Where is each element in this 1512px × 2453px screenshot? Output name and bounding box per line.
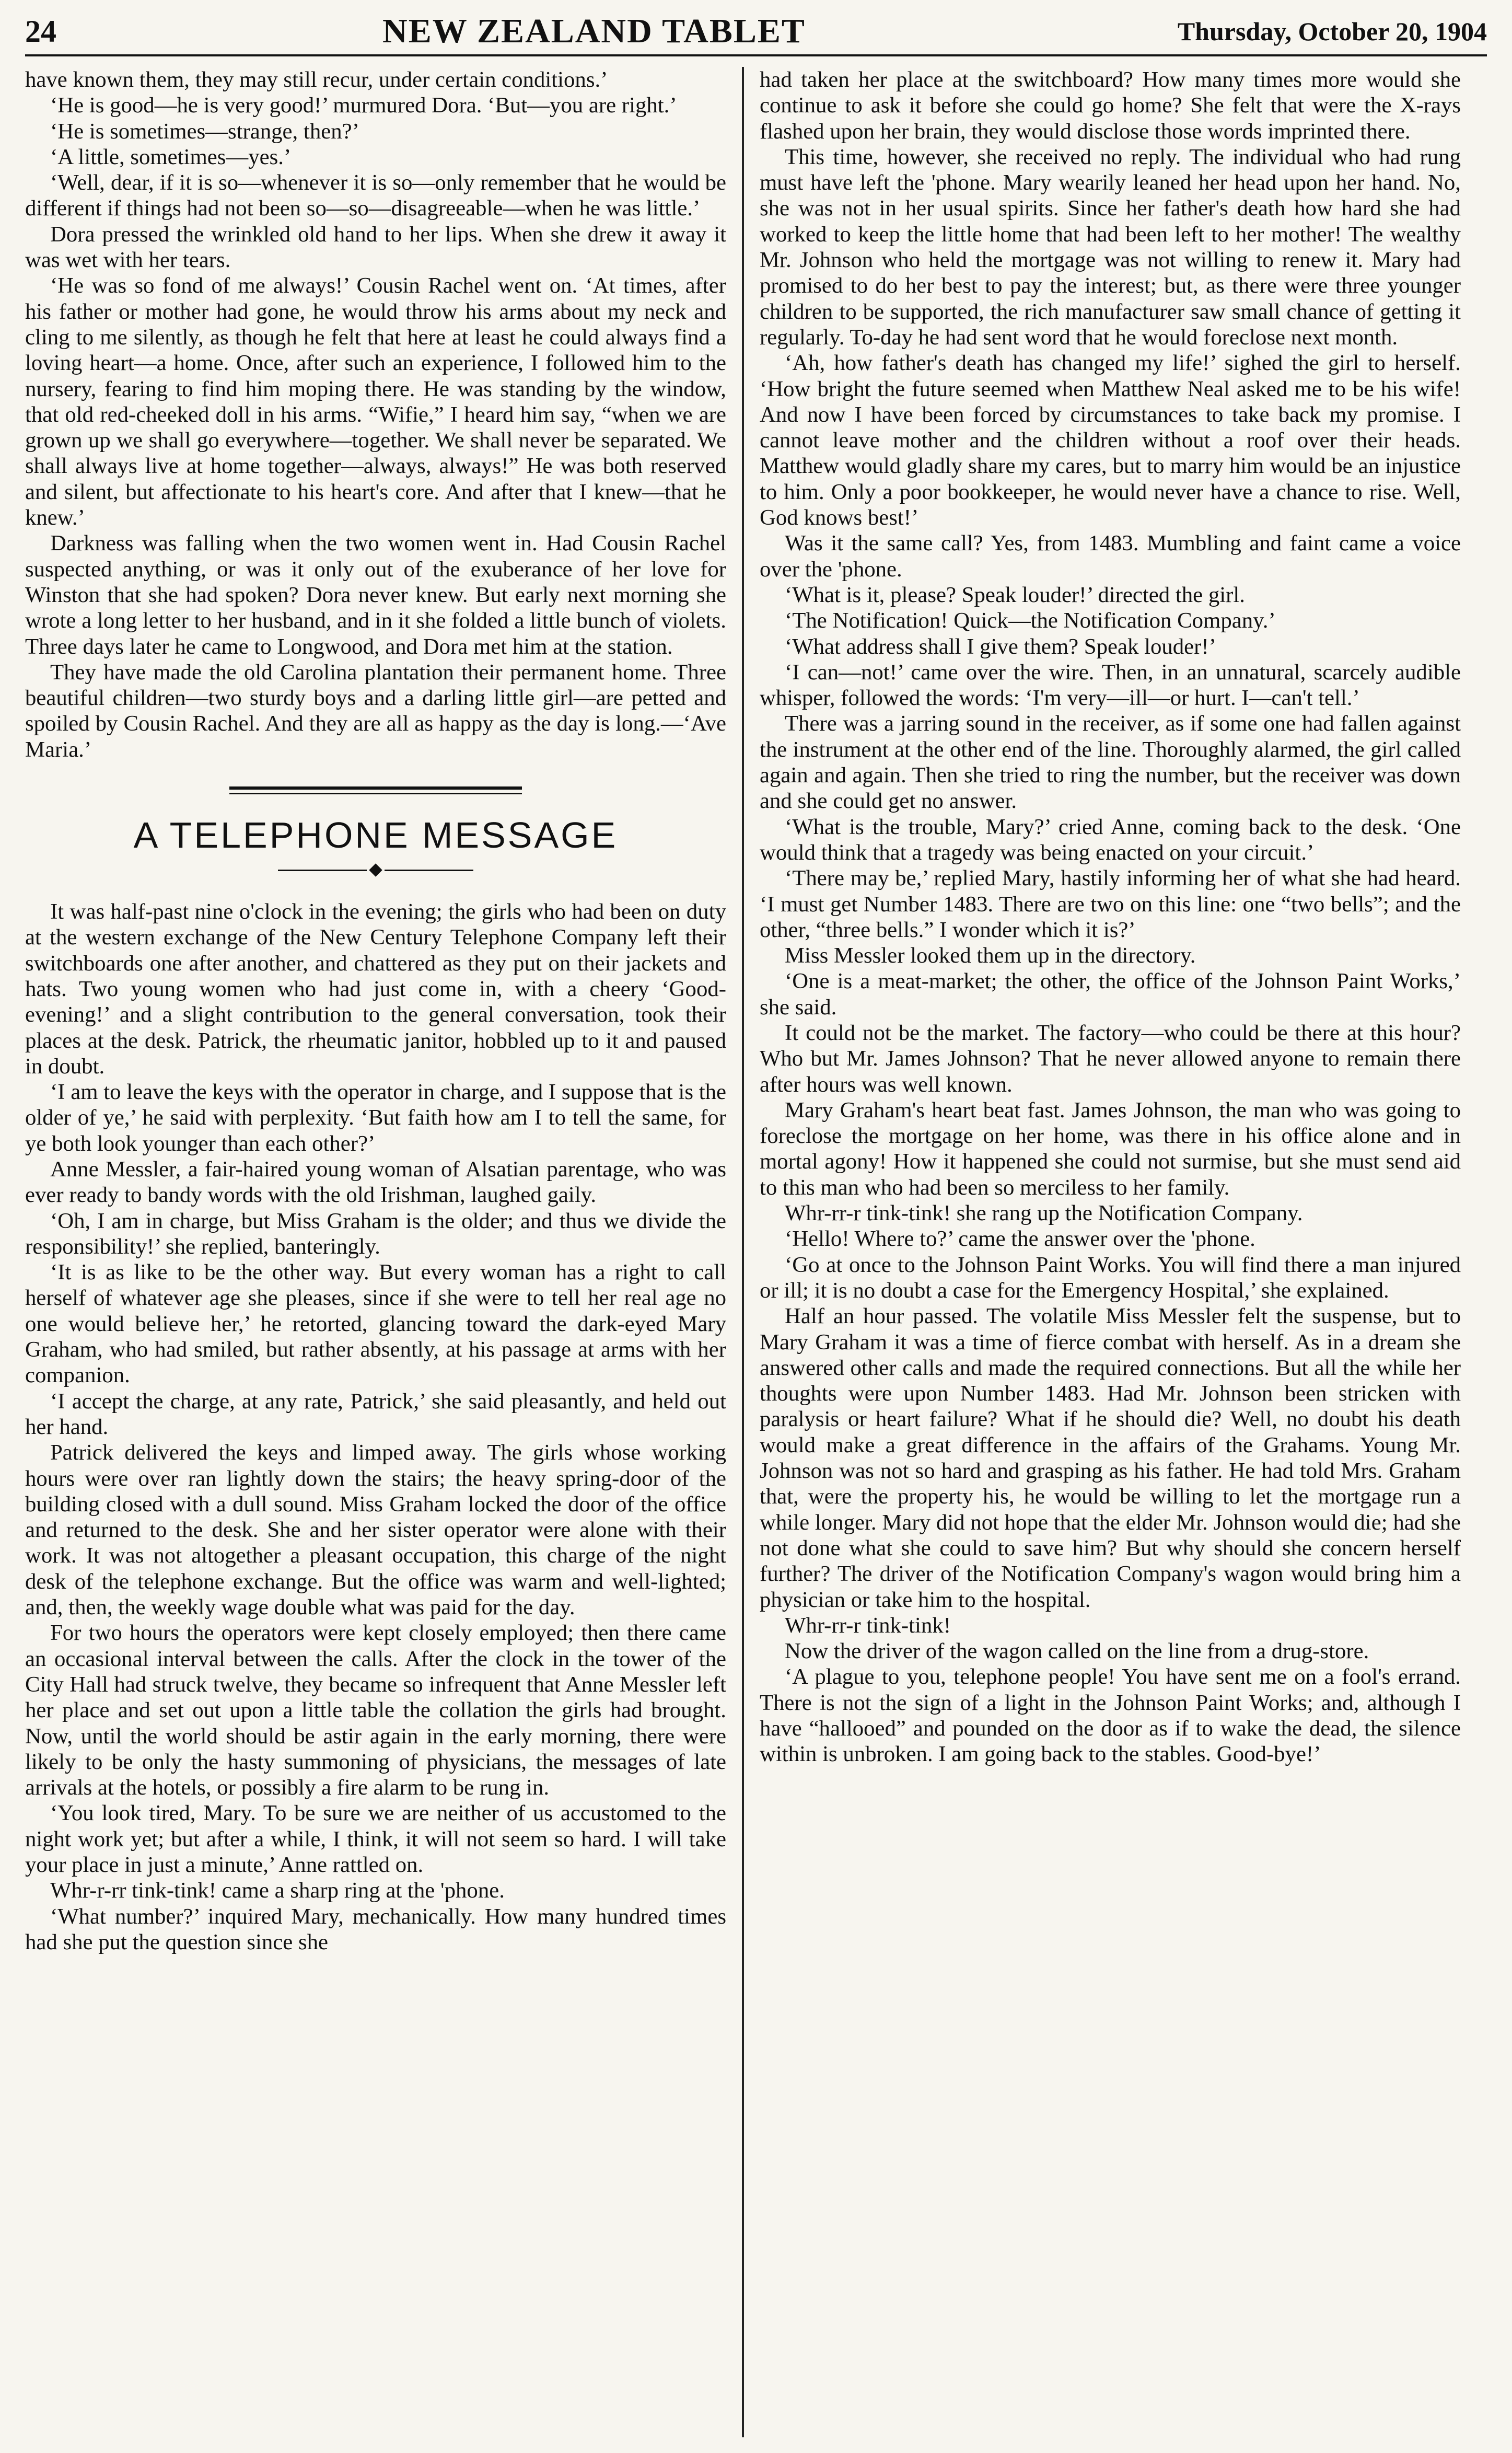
article-paragraph: ‘What is it, please? Speak louder!’ directed the girl.	[785, 582, 1245, 607]
article-paragraph: ‘Go at once to the Johnson Paint Works. You will find there a man injured or ill; it is no doubt a case for the Emergency Hospital,’ she explained.	[760, 1252, 1461, 1303]
article-paragraph: ‘Oh, I am in charge, but Miss Graham is the older; and thus we divide the responsibility!’ she replied, banteringly.	[25, 1208, 726, 1259]
article-title: A TELEPHONE MESSAGE	[133, 815, 618, 856]
article-paragraph: had taken her place at the switchboard? How many times more would she continue to ask it before she could go home? She felt that were the X-rays flashed upon her brain, they would disclose those words imprinted there.	[760, 67, 1461, 144]
article-paragraph: Patrick delivered the keys and limped away. The girls whose working hours were over ran lightly down the stairs; the heavy spring-door of the building closed with a dull sound. Miss Graham locked the door of the office and returned to the desk. She and her sister operator were alone with their work. It was not altogether a pleasant occupation, this charge of the night desk of the telephone exchange. But the office was warm and well-lighted; and, then, the weekly wage double what was paid for the day.	[25, 1440, 726, 1620]
left-column	[25, 67, 742, 2437]
article-paragraph: This time, however, she received no reply. The individual who had rung must have left the 'phone. Mary wearily leaned her head upon her hand. No, she was not in her usual spirits. Since her father's death how hard she had worked to keep the little home that had been left to her mother! The wealthy Mr. Johnson who held the mortgage was not willing to renew it. Mary had promised to do her best to pay the interest; but, as there were three younger children to be supported, the rich manufacturer saw small chance of getting it regularly. To-day he had sent word that he would foreclose next month.	[760, 144, 1461, 350]
title-ornament	[25, 860, 726, 878]
story-paragraph: ‘He was so fond of me always!’ Cousin Rachel went on. ‘At times, after his father or mother had gone, he would throw his arms about my neck and cling to me silently, as though he felt that here at least he could always find a loving heart—a home. Once, after such an experience, I followed him to the nursery, fearing to find him moping there. He was standing by the window, that old red-cheeked doll in his arms. “Wifie,” I heard him say, “when we are grown up we shall go everywhere—together. We shall never be separated. We shall always live at home together—always, always!” He was both reserved and silent, but affectionate to his heart's core. And after that I knew—that he knew.’	[25, 273, 726, 530]
article-paragraph: ‘Ah, how father's death has changed my life!’ sighed the girl to herself. ‘How bright the future seemed when Matthew Neal asked me to be his wife! And now I have been forced by circumstances to take back my promise. I cannot leave mother and the children without a roof over their heads. Matthew would gladly share my cares, but to marry him would be an injustice to him. Only a poor bookkeeper, he would never have a chance to rise. Well, God knows best!’	[760, 351, 1461, 530]
article-paragraph: ‘What is the trouble, Mary?’ cried Anne, coming back to the desk. ‘One would think that a tragedy was being enacted on your circuit.’	[760, 814, 1461, 865]
page-header	[25, 8, 1487, 56]
article-paragraph: ‘I am to leave the keys with the operator in charge, and I suppose that is the older of ye,’ he said with perplexity. ‘But faith how am I to tell the same, for ye both look younger than each other?’	[25, 1080, 726, 1156]
article-paragraph: Anne Messler, a fair-haired young woman of Alsatian parentage, who was ever ready to bandy words with the old Irishman, laughed gaily.	[25, 1156, 726, 1208]
article-paragraph: ‘I can—not!’ came over the wire. Then, in an unnatural, scarcely audible whisper, followed the words: ‘I'm very—ill—or hurt. I—can't tell.’	[760, 659, 1461, 711]
story-paragraph: Darkness was falling when the two women went in. Had Cousin Rachel suspected anything, or was it only out of the exuberance of her love for Winston that she had spoken? Dora never knew. But early next morning she wrote a long letter to her husband, and in it she folded a little bunch of violets. Three days later he came to Longwood, and Dora met him at the station.	[25, 531, 726, 659]
story-paragraph: They have made the old Carolina plantation their permanent home. Three beautiful children—two sturdy boys and a darling little girl—are petted and spoiled by Cousin Rachel. And they are all as happy as the day is long.—‘Ave Maria.’	[25, 659, 726, 762]
article-paragraph: Miss Messler looked them up in the directory.	[785, 943, 1196, 968]
article-paragraph: Half an hour passed. The volatile Miss Messler felt the suspense, but to Mary Graham it was a time of fierce combat with herself. As in a dream she answered other calls and made the required connections. But all the while her thoughts were upon Number 1483. Had Mr. Johnson been stricken with paralysis or heart failure? What if he should die? Well, no doubt his death would make a great difference in the affairs of the Grahams. Young Mr. Johnson was not so hard and grasping as his father. He had told Mrs. Graham that, were the property his, he would be willing to let the mortgage run a while longer. Mary did not hope that the elder Mr. Johnson would die; had she not done what she could to save him? But why should she concern herself further? The driver of the Notification Company's wagon would bring him a physician or take him to the hospital.	[760, 1304, 1461, 1612]
story-paragraph: ‘Well, dear, if it is so—whenever it is so—only remember that he would be different if things had not been so—so—disagreeable—when he was little.’	[25, 170, 726, 221]
article-paragraph: Was it the same call? Yes, from 1483. Mumbling and faint came a voice over the 'phone.	[760, 531, 1461, 582]
article-paragraph: There was a jarring sound in the receiver, as if some one had fallen against the instrument at the other end of the line. Thoroughly alarmed, the girl called again and again. Then she tried to ring the number, but the receiver was down and she could get no answer.	[760, 711, 1461, 814]
page-number: 24	[25, 14, 56, 49]
article-paragraph: ‘There may be,’ replied Mary, hastily informing her of what she had heard. ‘I must get Number 1483. There are two on this line: one “two bells”; and the other, “three bells.” I wonder which it is?’	[760, 866, 1461, 942]
article-paragraph: ‘You look tired, Mary. To be sure we are neither of us accustomed to the night work yet; but after a while, I think, it will not seem so hard. I will take your place in just a minute,’ Anne rattled on.	[25, 1801, 726, 1877]
story-paragraph: have known them, they may still recur, under certain conditions.’	[25, 67, 608, 92]
article-paragraph: Whr-r-rr tink-tink! came a sharp ring at the 'phone.	[50, 1878, 505, 1903]
article-paragraph: For two hours the operators were kept closely employed; then there came an occasional interval between the calls. After the clock in the tower of the City Hall had struck twelve, they became so infrequent that Anne Messler left her place and set out upon a little table the collation the girls had brought. Now, until the world should be astir again in the early morning, there were likely to be only the hasty summoning of physicians, the messages of late arrivals at the hotels, or possibly a fire alarm to be rung in.	[25, 1621, 726, 1800]
masthead-title: NEW ZEALAND TABLET	[382, 12, 806, 50]
article-paragraph: ‘A plague to you, telephone people! You have sent me on a fool's errand. There is not the sign of a light in the Johnson Paint Works; and, although I have “hallooed” and pounded on the door as if to wake the dead, the silence within is unbroken. I am going back to the stables. Good-bye!’	[760, 1664, 1461, 1767]
article-paragraph: It could not be the market. The factory—who could be there at this hour? Who but Mr. James Johnson? That he never allowed anyone to remain there after hours was well known.	[760, 1020, 1461, 1097]
article-paragraph: ‘I accept the charge, at any rate, Patrick,’ she said pleasantly, and held out her hand.	[25, 1389, 726, 1439]
article-paragraph: ‘It is as like to be the other way. But every woman has a right to call herself of whatever age she pleases, since if she were to tell her real age no one would believe her,’ he retorted, glancing toward the dark-eyed Mary Graham, who had smiled, but rather absently, at his passage at arms with her companion.	[25, 1260, 726, 1388]
article-paragraph: ‘What number?’ inquired Mary, mechanically. How many hundred times had she put the question since she	[25, 1904, 726, 1954]
article-paragraph: ‘Hello! Where to?’ came the answer over the 'phone.	[785, 1226, 1255, 1252]
article-paragraph: Whr-rr-r tink-tink! she rang up the Notification Company.	[785, 1201, 1303, 1226]
article-paragraph: Mary Graham's heart beat fast. James Johnson, the man who was going to foreclose the mortgage on her home, was there in his office alone and in mortal agony! How it happened she could not surmise, but she must send aid to this man who had been so merciless to her family.	[760, 1097, 1461, 1200]
article-paragraph: Whr-rr-r tink-tink!	[785, 1613, 951, 1638]
story-paragraph: ‘He is sometimes—strange, then?’	[50, 119, 359, 144]
story-paragraph: ‘He is good—he is very good!’ murmured Dora. ‘But—you are right.’	[50, 93, 677, 118]
article-paragraph: ‘What address shall I give them? Speak louder!’	[785, 634, 1216, 659]
article-paragraph: Now the driver of the wagon called on the line from a drug-store.	[785, 1639, 1369, 1664]
story-paragraph: ‘A little, sometimes—yes.’	[50, 144, 292, 169]
section-divider	[229, 786, 522, 794]
story-paragraph: Dora pressed the wrinkled old hand to her lips. When she drew it away it was wet with her tears.	[25, 222, 726, 273]
right-column	[744, 67, 1461, 2437]
article-paragraph: ‘One is a meat-market; the other, the office of the Johnson Paint Works,’ she said.	[760, 969, 1461, 1020]
article-columns	[25, 67, 1487, 2437]
issue-date: Thursday, October 20, 1904	[1177, 17, 1487, 46]
article-paragraph: ‘The Notification! Quick—the Notification Company.’	[785, 608, 1276, 633]
article-paragraph: It was half-past nine o'clock in the evening; the girls who had been on duty at the western exchange of the New Century Telephone Company left their switchboards one after another, and chattered as they put on their jackets and hats. Two young women who had just come in, with a cheery ‘Good-evening!’ and a slight contribution to the general conversation, took their places at the desk. Patrick, the rheumatic janitor, hobbled up to it and paused in doubt.	[25, 899, 726, 1079]
